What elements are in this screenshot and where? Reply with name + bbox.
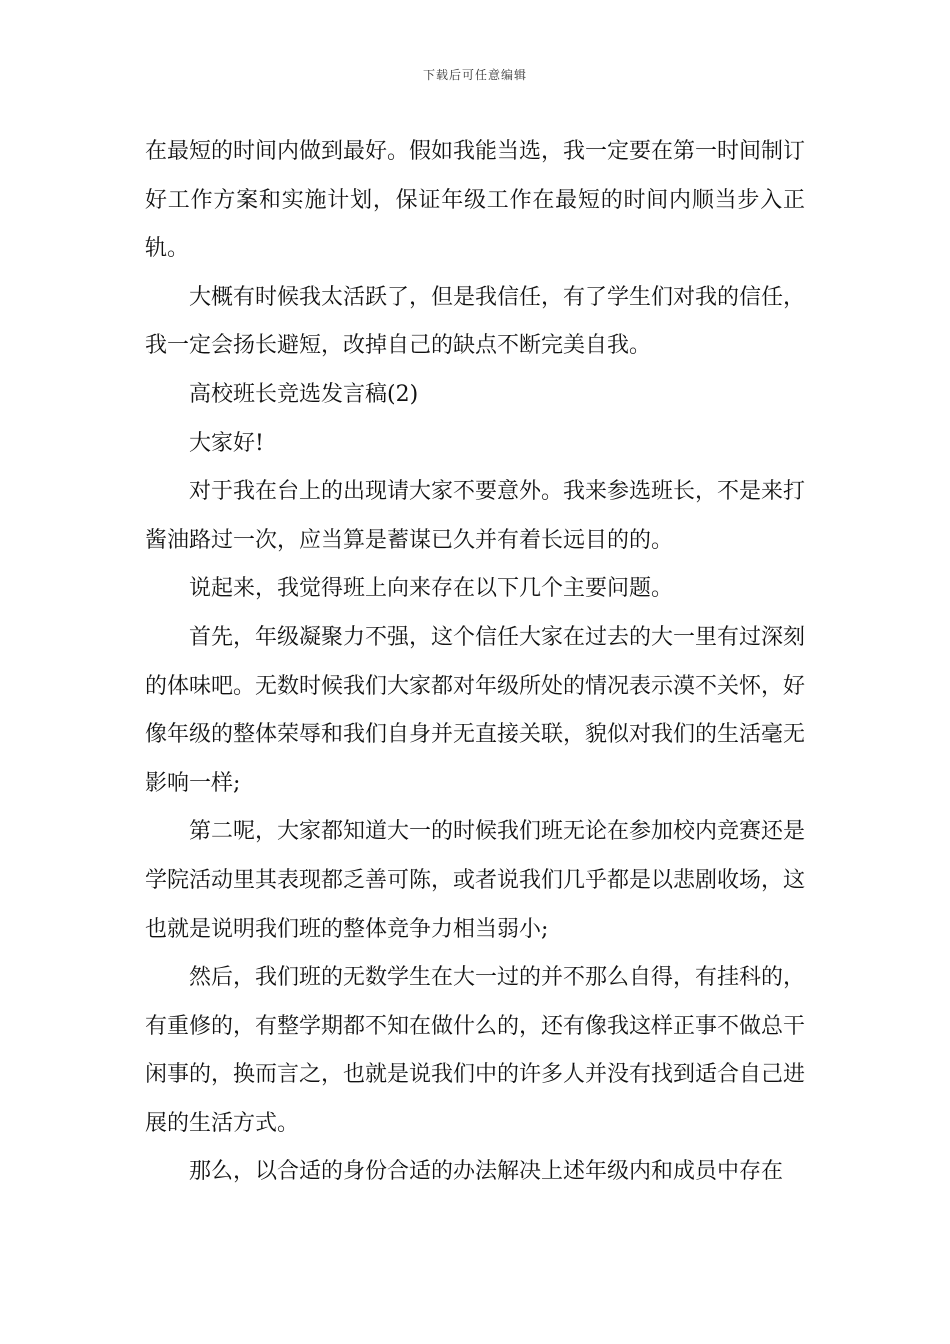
paragraph-9: 然后，我们班的无数学生在大一过的并不那么自得，有挂科的，有重修的，有整学期都不知在做什么的，还有像我这样正事不做总干闲事的，换而言之，也就是说我们中的许多人并没有找到适合自己进展的生活方式。 — [145, 965, 806, 1136]
section-title: 高校班长竞选发言稿(2) — [189, 381, 419, 407]
paragraph-6: 说起来，我觉得班上向来存在以下几个主要问题。 — [189, 576, 674, 602]
document-body — [145, 128, 805, 1197]
paragraph-2: 大概有时候我太活跃了，但是我信任，有了学生们对我的信任，我一定会扬长避短，改掉自己的缺点不断完美自我。 — [145, 284, 806, 359]
paragraph-10: 那么，以合适的身份合适的办法解决上述年级内和成员中存在 — [189, 1159, 784, 1185]
paragraph-1: 在最短的时间内做到最好。假如我能当选，我一定要在第一时间制订好工作方案和实施计划，保证年级工作在最短的时间内顺当步入正轨。 — [145, 139, 806, 262]
paragraph-5: 对于我在台上的出现请大家不要意外。我来参选班长，不是来打酱油路过一次，应当算是蓄谋已久并有着长远目的的。 — [145, 479, 806, 553]
paragraph-8: 第二呢，大家都知道大一的时候我们班无论在参加校内竞赛还是学院活动里其表现都乏善可陈，或者说我们几乎都是以悲剧收场，这也就是说明我们班的整体竞争力相当弱小; — [145, 819, 806, 942]
page-header: 下载后可任意编辑 — [422, 68, 527, 82]
paragraph-7: 首先，年级凝聚力不强，这个信任大家在过去的大一里有过深刻的体味吧。无数时候我们大家都对年级所处的情况表示漠不关怀，好像年级的整体荣辱和我们自身并无直接关联，貌似对我们的生活毫无影响一样; — [145, 624, 806, 796]
greeting: 大家好! — [189, 430, 264, 456]
